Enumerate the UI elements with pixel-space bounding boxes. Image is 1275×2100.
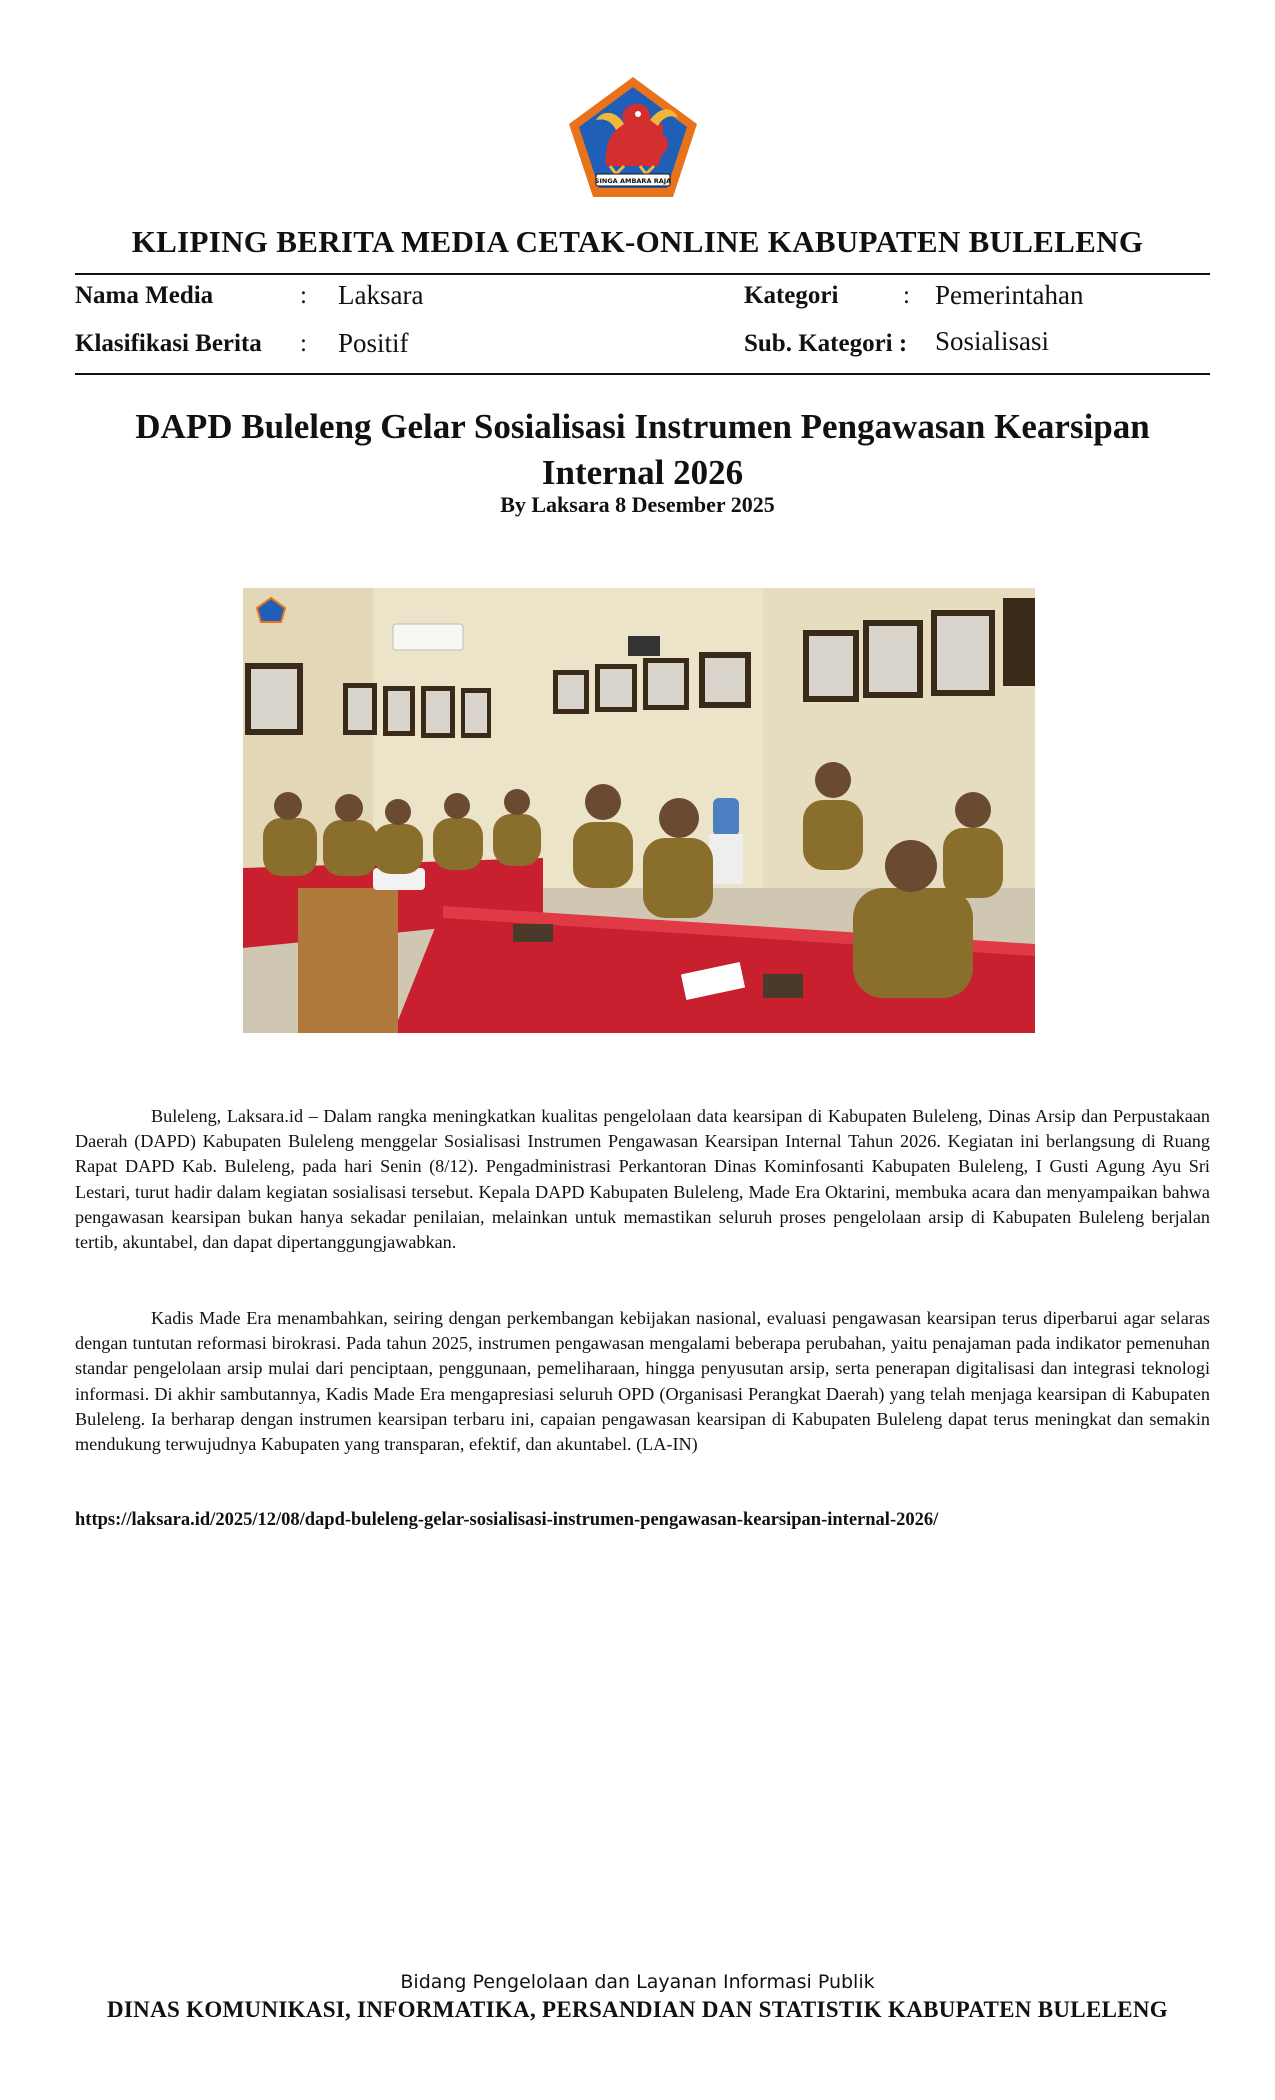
logo-ribbon-text: SINGA AMBARA RAJA	[594, 177, 672, 185]
footer-agency: DINAS KOMUNIKASI, INFORMATIKA, PERSANDIAN DAN STATISTIK KABUPATEN BULELENG	[107, 1997, 1168, 2022]
meta-label-kategori: Kategori	[744, 282, 839, 309]
article-paragraph-2: Kadis Made Era menambahkan, seiring dengan perkembangan kebijakan nasional, evaluasi pengawasan kearsipan terus diperbarui agar selaras dengan tuntutan reformasi birokrasi. Pada tahun 2025, instrumen pengawasan mengalami beberapa perubahan, yaitu penajaman pada indikator pemenuhan standar pengelolaan arsip mulai dari penciptaan, penggunaan, pemeliharaan, hingga penyusutan arsip, serta penerapan digitalisasi dan integrasi teknologi informasi. Di akhir sambutannya, Kadis Made Era mengapresiasi seluruh OPD (Organisasi Perangkat Daerah) yang telah menjaga kearsipan di Kabupaten Buleleng. Ia berharap dengan instrumen kearsipan terbaru ini, capaian pengawasan kearsipan di Kabupaten Buleleng dapat terus meningkat dan semakin mendukung terwujudnya Kabupaten yang transparan, efektif, dan akuntabel. (LA-IN)	[75, 1308, 1210, 1455]
article-byline: By Laksara 8 Desember 2025	[500, 492, 775, 517]
meta-divider	[75, 373, 1210, 375]
meta-value-nama-media: Laksara	[338, 280, 424, 310]
article-paragraph-1: Buleleng, Laksara.id – Dalam rangka meningkatkan kualitas pengelolaan data kearsipan di Kabupaten Buleleng, Dinas Arsip dan Perpustakaan Daerah (DAPD) Kabupaten Buleleng menggelar Sosialisasi Instrumen Pengawasan Kearsipan Internal Tahun 2026. Kegiatan ini berlangsung di Ruang Rapat DAPD Kab. Buleleng, pada hari Senin (8/12). Pengadministrasi Perkantoran Dinas Kominfosanti Kabupaten Buleleng, I Gusti Agung Ayu Sri Lestari, turut hadir dalam kegiatan sosialisasi tersebut. Kepala DAPD Kabupaten Buleleng, Made Era Oktarini, membuka acara dan menyampaikan bahwa pengawasan kearsipan bukan hanya sekadar penilaian, melainkan untuk memastikan seluruh proses pengelolaan arsip di Kabupaten Buleleng berjalan tertib, akuntabel, dan dapat dipertanggungjawabkan.	[75, 1106, 1210, 1253]
meta-label-klasifikasi: Klasifikasi Berita	[75, 330, 262, 357]
buleleng-emblem	[566, 74, 700, 200]
meta-colon: :	[903, 282, 910, 309]
article-photo	[243, 588, 1035, 1033]
footer-division: Bidang Pengelolaan dan Layanan Informasi Publik	[400, 1971, 875, 1993]
meta-label-sub-kategori: Sub. Kategori :	[744, 330, 908, 357]
meta-colon: :	[300, 330, 307, 357]
meta-colon: :	[300, 282, 307, 309]
lion-emblem-icon	[566, 74, 700, 200]
meta-value-klasifikasi: Positif	[338, 328, 409, 358]
header-divider	[75, 273, 1210, 275]
source-url-link[interactable]: https://laksara.id/2025/12/08/dapd-buleleng-gelar-sosialisasi-instrumen-pengawasan-kearsipan-internal-2026/	[75, 1510, 939, 1530]
meta-value-kategori: Pemerintahan	[935, 280, 1084, 310]
article-title: DAPD Buleleng Gelar Sosialisasi Instrumen Pengawasan Kearsipan Internal 2026	[135, 407, 1150, 492]
meta-value-sub-kategori: Sosialisasi	[935, 326, 1050, 356]
page-header-title: KLIPING BERITA MEDIA CETAK-ONLINE KABUPATEN BULELENG	[131, 224, 1144, 259]
meta-label-nama-media: Nama Media	[75, 282, 214, 309]
